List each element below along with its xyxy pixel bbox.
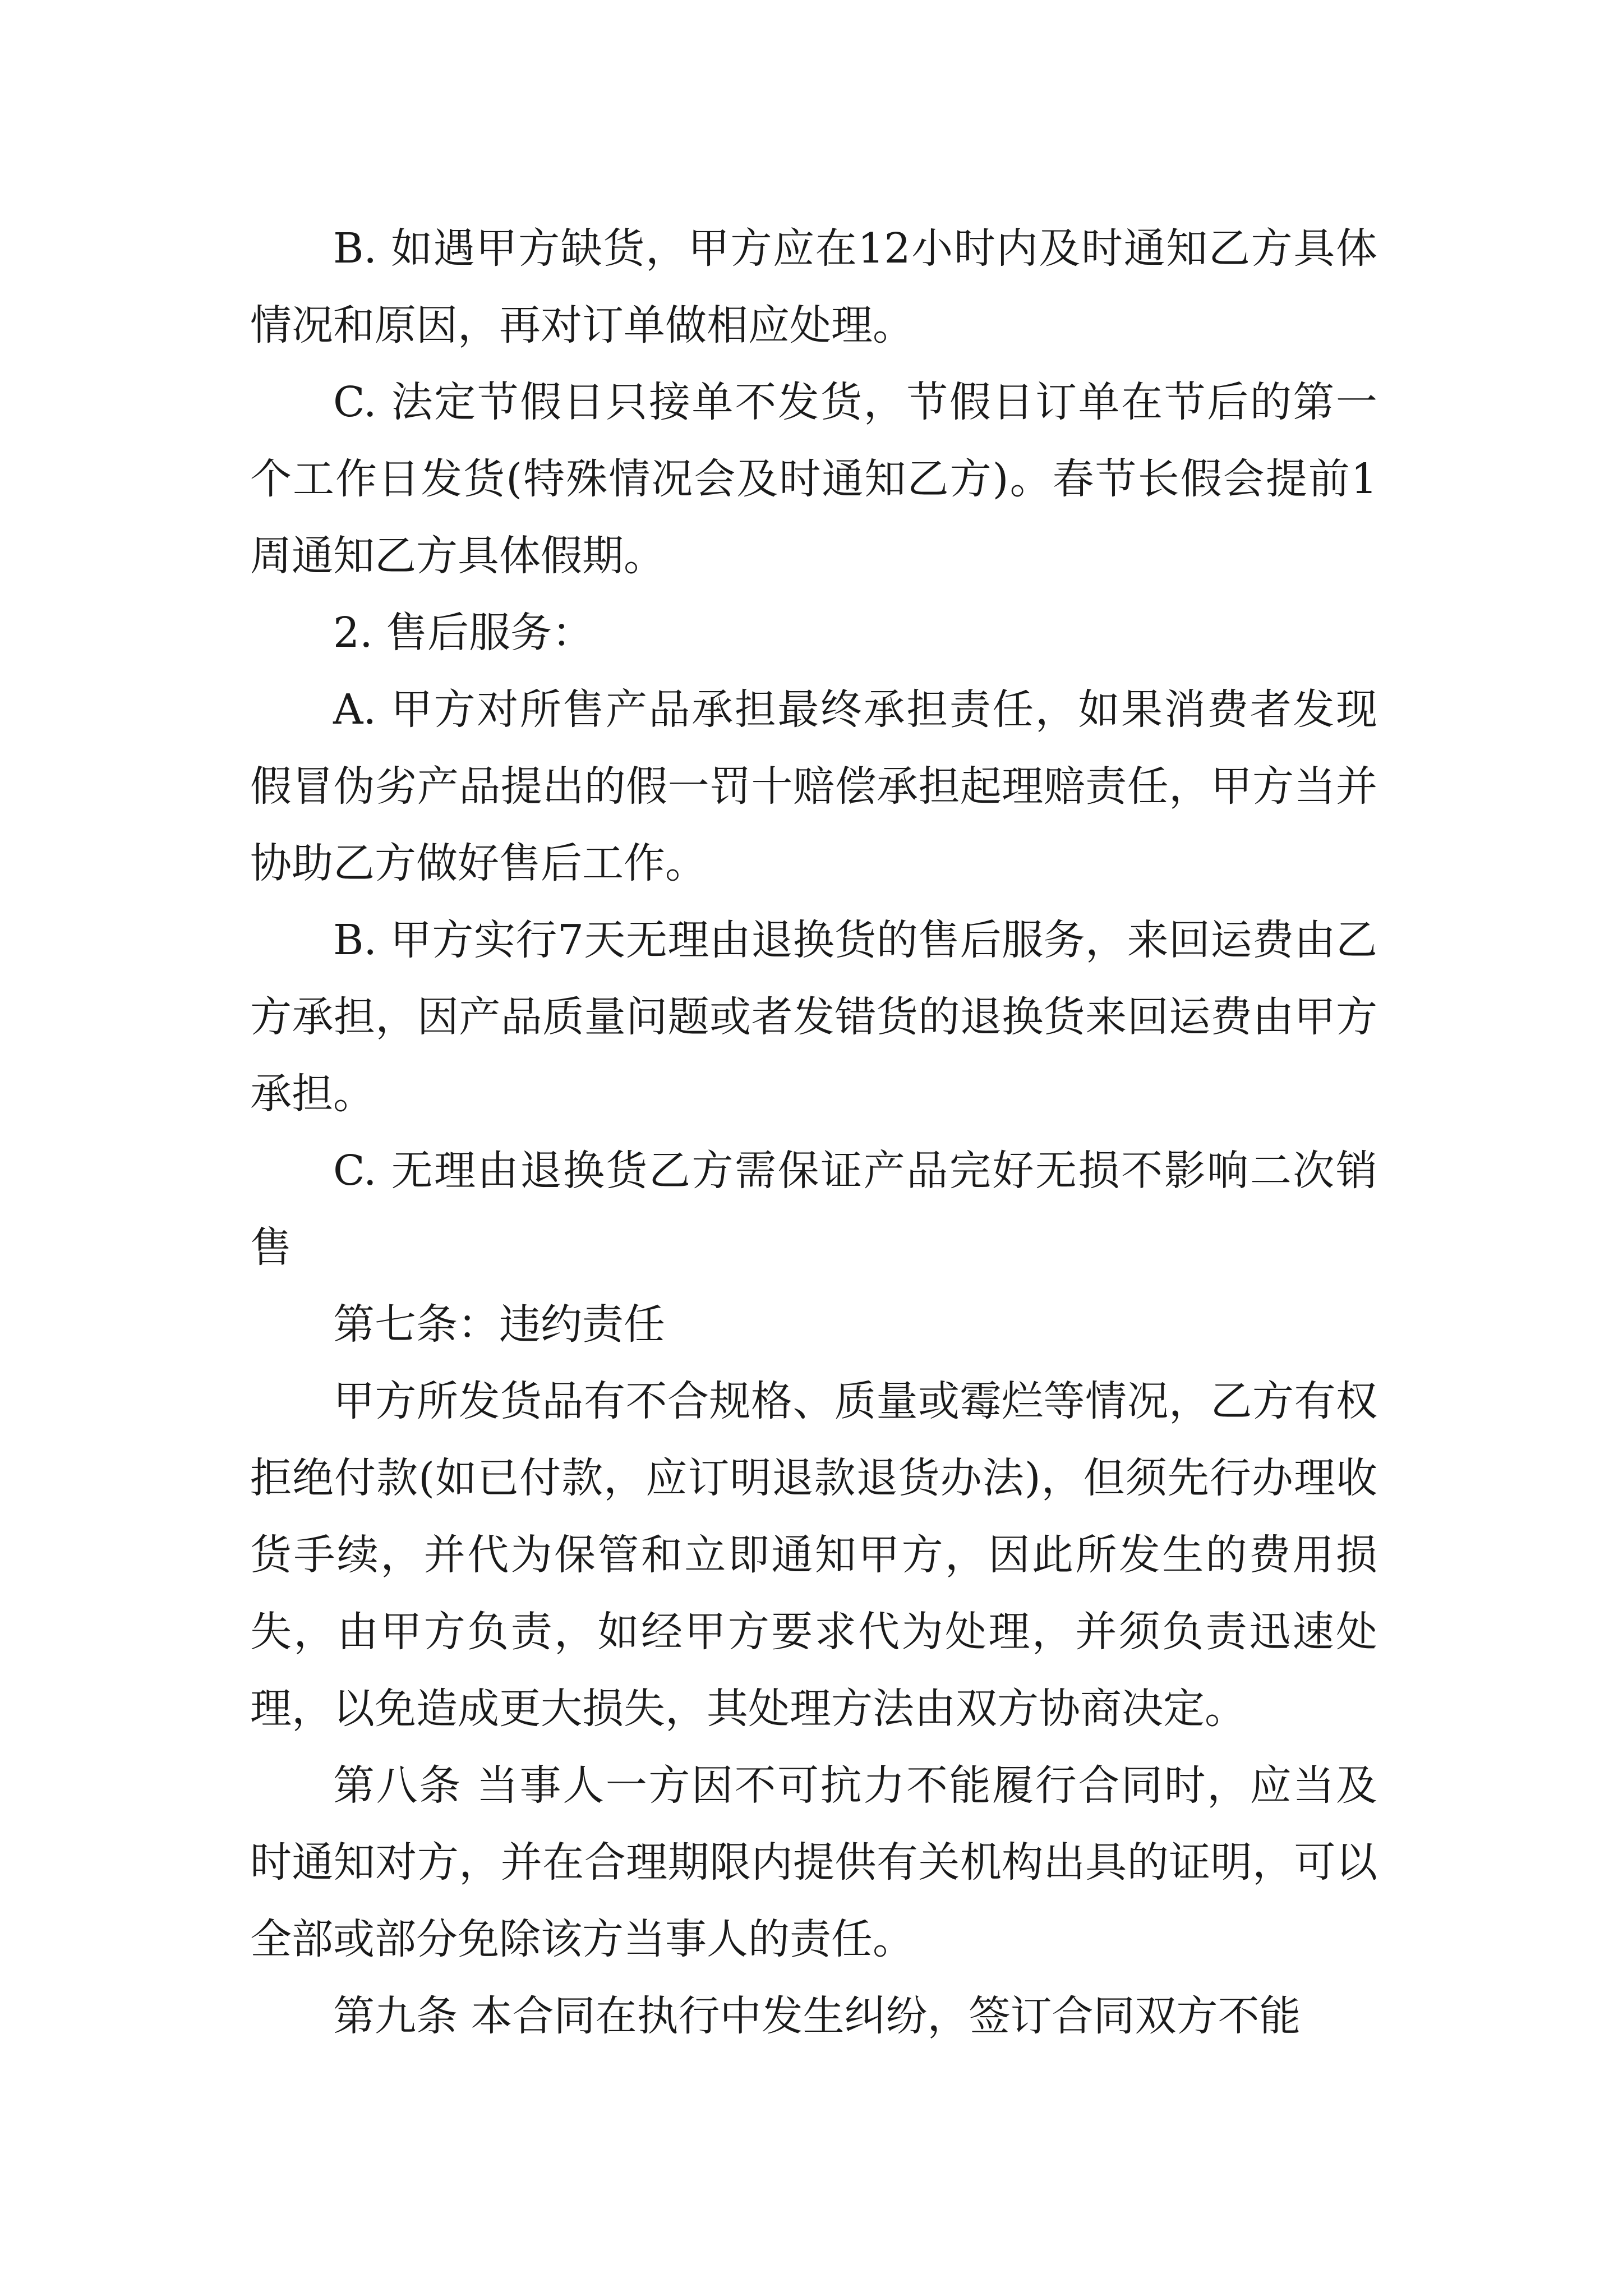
article-7-heading: 第七条：违约责任: [333, 1300, 665, 1349]
document-body: [250, 210, 1377, 2055]
paragraph-b-stockout: B. 如遇甲方缺货，甲方应在12小时内及时通知乙方具体情况和原因，再对订单做相应处理。: [250, 224, 1377, 349]
article-8: 第八条 当事人一方因不可抗力不能履行合同时，应当及时通知对方，并在合理期限内提供有关机构出具的证明，可以全部或部分免除该方当事人的责任。: [250, 1761, 1377, 1963]
paragraph-c-return-condition: C. 无理由退换货乙方需保证产品完好无损不影响二次销售: [250, 1147, 1377, 1272]
article-9: 第九条 本合同在执行中发生纠纷，签订合同双方不能: [333, 1992, 1301, 2040]
paragraph-2-aftersales-heading: 2. 售后服务：: [333, 609, 594, 657]
paragraph-a-liability: A. 甲方对所售产品承担最终承担责任，如果消费者发现假冒伪劣产品提出的假一罚十赔偿承担起理赔责任，甲方当并协助乙方做好售后工作。: [250, 685, 1377, 887]
paragraph-c-holiday: C. 法定节假日只接单不发货，节假日订单在节后的第一个工作日发货(特殊情况会及时通知乙方)。春节长假会提前1周通知乙方具体假期。: [250, 378, 1377, 580]
article-7-body: 甲方所发货品有不合规格、质量或霉烂等情况，乙方有权拒绝付款(如已付款，应订明退款退货办法)，但须先行办理收货手续，并代为保管和立即通知甲方，因此所发生的费用损失，由甲方负责，如经甲方要求代为处理，并须负责迅速处理，以免造成更大损失，其处理方法由双方协商决定。: [250, 1377, 1377, 1733]
paragraph-b-return-policy: B. 甲方实行7天无理由退换货的售后服务，来回运费由乙方承担，因产品质量问题或者发错货的退换货来回运费由甲方承担。: [250, 916, 1377, 1118]
